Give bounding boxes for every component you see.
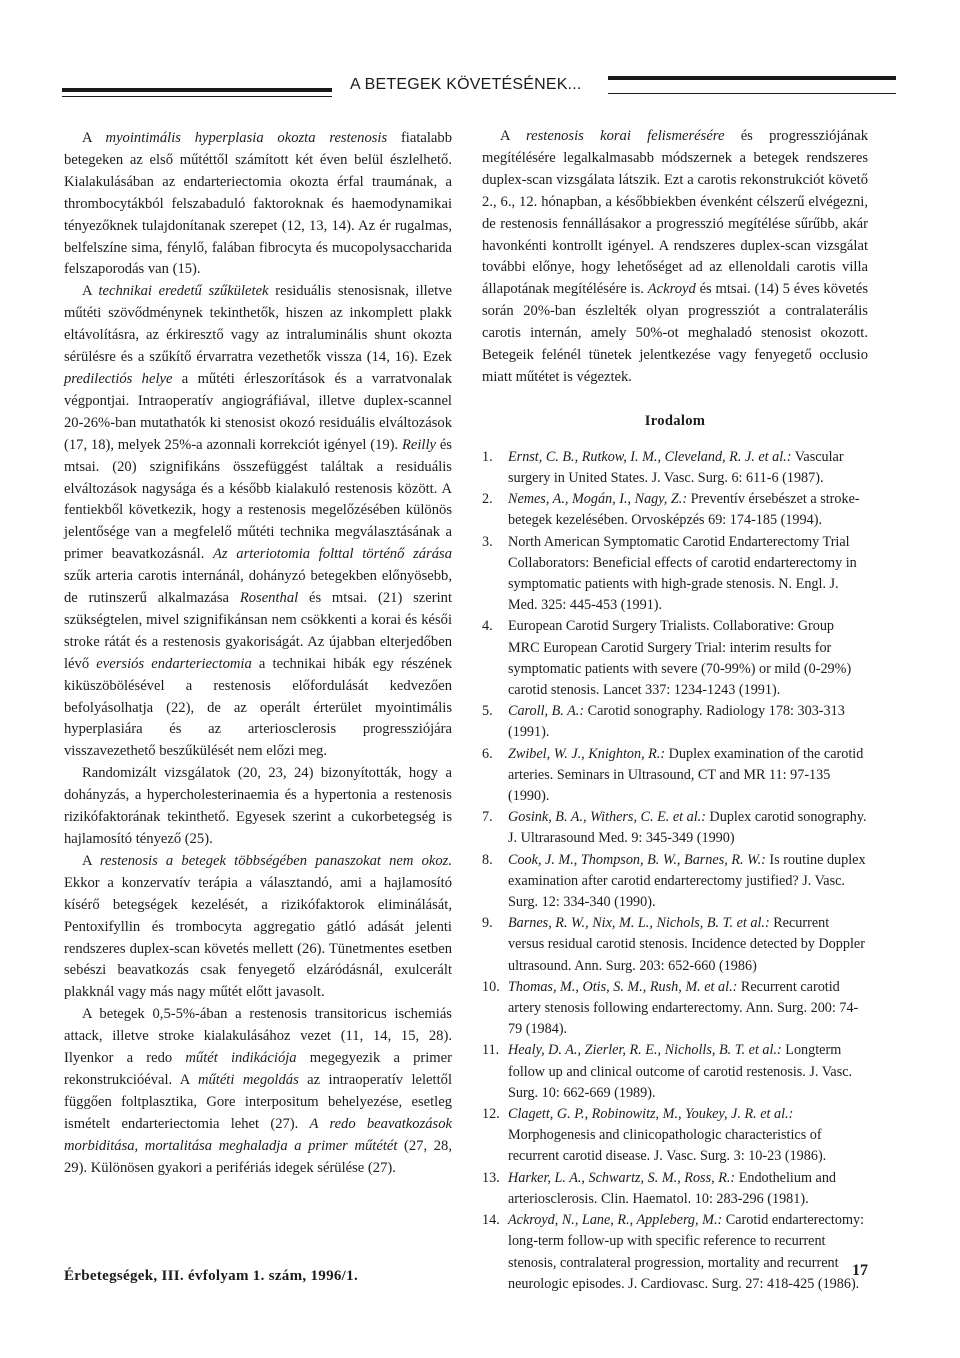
text-run: A — [500, 128, 526, 144]
italic-run: Cook, J. M., Thompson, B. W., Barnes, R. W.: — [508, 851, 766, 868]
italic-run: Zwibel, W. J., Knighton, R.: — [508, 745, 666, 762]
paragraph — [64, 128, 452, 281]
italic-run: műtéti megoldás — [197, 1071, 299, 1088]
reference-item — [482, 701, 868, 743]
reference-item — [482, 489, 868, 531]
text-run: Carotid endarterectomy: long-term follow-up with specific reference to recurrent stenosis, contralateral progression, mortality and recurrent neurologic episodes. J. Cardiovasc. Surg. 27: 418-425 (1986). — [508, 1212, 865, 1292]
reference-text — [508, 447, 868, 489]
italic-run: Thomas, M., Otis, S. M., Rush, M. et al.: — [508, 978, 738, 995]
text-run: Recurrent carotid artery stenosis following endarterectomy. Ann. Surg. 200: 74-79 (1984). — [508, 978, 859, 1038]
italic-run: restenosis a betegek többségében panaszokat nem okoz. — [99, 852, 452, 869]
text-run: a technikai hibák egy részének kiküszöbölésével a restenosis előfordulását kedvezően befolyásolhatja (22), de az operált érterület myointimális hyperplasiára és az arteriosclerosis progressziójára visszavezethető beszűkülését nem előzi meg. — [64, 655, 452, 760]
italic-run: Healy, D. A., Zierler, R. E., Nicholls, B. T. et al.: — [508, 1042, 782, 1059]
reference-number: 13. — [482, 1169, 500, 1186]
reference-number: 4. — [482, 618, 493, 635]
italic-run: Caroll, B. A.: — [508, 703, 585, 720]
italic-run: Rosenthal — [239, 590, 299, 607]
text-run: A — [82, 283, 99, 300]
text-run: fiatalabb betegeken az első műtéttől számított két éven belül észlelhető. Kialakulásában az endarteriectomia okozta érfal traumának, a thrombocytákból felszabaduló faktoroknak és haemodynamikai tényezőknek tulajdonítanak szerepet (12, 13, 14). Az ér rugalmas, belfelszíne sima, fénylő, falában fibrocyta és mucopolysaccharida felszaporodás van (15). — [64, 130, 452, 278]
text-run: (27, 28, 29). Különösen gyakori a perifériás idegek sérülése (27). — [64, 1137, 452, 1176]
italic-run: eversiós endarteriectomia — [96, 655, 252, 672]
text-run: Randomizált vizsgálatok (20, 23, 24) bizonyították, hogy a dohányzás, a hypercholesterinaemia és a hypertonia a restenosis rizikófaktorának tekinthető. Egyesek szerint a cukorbetegség is hajlamosító tényező (25). — [64, 765, 452, 847]
text-run: Carotid sonography. Radiology 178: 303-313 (1991). — [508, 703, 845, 741]
reference-item — [482, 532, 868, 617]
italic-run: műtét indikációja — [185, 1050, 297, 1067]
paragraph — [64, 851, 452, 1004]
italic-run: Ackroyd, N., Lane, R., Appleberg, M.: — [508, 1212, 723, 1229]
text-run: és mtsai. (20) szignifikáns összefüggést találtak a residuális elváltozások nagysága és a később kialakuló restenosis között. A fentiekből következik, hogy a restenosis megelőzésében különös jelentősége van a megfelelő műtéti technika megválasztásának a primer beavatkozásnál. — [64, 436, 452, 563]
right-column — [482, 126, 868, 1295]
reference-number: 5. — [482, 703, 493, 720]
text-run: Ekkor a konzervatív terápia a választandó, ami a hajlamosító kísérő betegségek kezelését, a rizikófaktorok eliminálását, Pentoxifyllin és trombocyta aggregatio gátló adását jelenti rendszeres duplex-scan követés mellett (26). Tünetmentes esetben sebészi beavatkozás csak fenyegető elzáródásnál, exulcerált plakknál vagy más nagy műtét előtt javasolt. — [64, 874, 452, 1001]
reference-item — [482, 1210, 868, 1295]
reference-number: 2. — [482, 491, 493, 508]
italic-run: Barnes, R. W., Nix, M. L., Nichols, B. T. et al.: — [508, 915, 770, 932]
reference-item — [482, 807, 868, 849]
text-run: és mtsai. (21) szerint szükségtelen, mivel szignifikánsan nem csökkenti a korai és késői stroke rátát és a restenosis gyakoriságát. Az újabban elterjedőben lévő — [64, 590, 452, 672]
text-run: szűk arteria carotis internánál, dohányzó betegekben előnyösebb, de rutinszerű alkalmazása — [64, 568, 452, 607]
reference-text — [508, 913, 868, 977]
italic-run: Clagett, G. P., Robinowitz, M., Youkey, J. R. et al.: — [508, 1106, 794, 1123]
paragraph — [64, 1004, 452, 1179]
left-column — [64, 128, 452, 1180]
italic-run: technikai eredetű szűkületek — [98, 283, 269, 300]
reference-item — [482, 1040, 868, 1104]
paragraph — [64, 763, 452, 851]
reference-text — [508, 616, 868, 701]
reference-item — [482, 1168, 868, 1210]
italic-run: Ackroyd — [647, 281, 696, 298]
reference-number: 14. — [482, 1212, 500, 1229]
text-run: North American Symptomatic Carotid Endarterectomy Trial Collaborators: Beneficial effects of carotid endarterectomy in symptomatic patients with high-grade stenosis. N. Engl. J. Med. 325: 445-453 (1991). — [508, 533, 857, 614]
text-run: Preventív érsebészet a stroke-betegek kezelésében. Orvosképzés 69: 174-185 (1994). — [508, 491, 860, 529]
text-run: Is routine duplex examination after carotid endarterectomy justified? J. Vasc. Surg. 12: 334-340 (1990). — [508, 851, 866, 911]
reference-number: 1. — [482, 448, 493, 465]
reference-item — [482, 1104, 868, 1168]
italic-run: Ernst, C. B., Rutkow, I. M., Cleveland, R. J. et al.: — [508, 448, 792, 465]
text-run: Duplex examination of the carotid arteries. Seminars in Ultrasound, CT and MR 11: 97-135 (1990). — [508, 745, 864, 805]
reference-item — [482, 616, 868, 701]
italic-run: Harker, L. A., Schwartz, S. M., Ross, R.: — [508, 1169, 736, 1186]
text-run: Endothelium and arteriosclerosis. Clin. Haematol. 10: 283-296 (1981). — [508, 1169, 837, 1207]
text-run: és mtsai. (14) 5 éves követés során 20%-ban észlelték olyan progressziót a contralaterális carotis internán, amely 50%-ot meghaladó stenosist okozott. Betegeik felénél tünetek jelentkezése vagy fenyegető occlusio miatt műtétet is végeztek. — [482, 281, 869, 385]
reference-item — [482, 744, 868, 808]
text-run: A betegek 0,5-5%-ában a restenosis transitoricus ischemiás attack, illetve stroke kialakulásához vezet (11, 14, 15, 28). Ilyenkor a redo — [64, 1006, 452, 1067]
text-run: A — [82, 852, 100, 869]
reference-text — [508, 850, 868, 914]
reference-text — [508, 1210, 868, 1295]
italic-run: restenosis korai felismerésére — [526, 128, 725, 144]
italic-run: predilectiós helye — [64, 370, 173, 387]
text-run: Vascular surgery in United States. J. Vasc. Surg. 6: 611-6 (1987). — [508, 448, 844, 486]
italic-run: myointimális hyperplasia okozta restenosis — [105, 130, 388, 146]
reference-item — [482, 977, 868, 1041]
text-run: és progressziójának megítélésére legalkalmasabb módszernek a betegek rendszeres duplex-scan vizsgálata látszik. Ezt a carotis rekonstrukciót követő 2., 6., 12. hónapban, a későbbiekben évenként célszerű elvégezni, de restenosis fennállásakor a progresszió megítélése sűrűbb, akár havonkénti kontrollt igényel. A rendszeres duplex-scan vizsgálat további előnye, hogy lehetőséget ad az ellenoldali carotis villa állapotának megítélésére is. — [482, 128, 868, 298]
italic-run: Nemes, A., Mogán, I., Nagy, Z.: — [508, 491, 688, 508]
references-list — [482, 447, 868, 1295]
reference-number: 6. — [482, 745, 493, 762]
header-rule-right — [608, 76, 896, 80]
reference-number: 12. — [482, 1106, 500, 1123]
reference-text — [508, 1040, 868, 1104]
page-number: 17 — [852, 1262, 868, 1279]
reference-text — [508, 701, 868, 743]
reference-number: 7. — [482, 809, 493, 826]
reference-number: 11. — [482, 1042, 500, 1059]
footer-journal: Érbetegségek, III. évfolyam 1. szám, 1996/1. — [64, 1268, 358, 1284]
reference-item — [482, 913, 868, 977]
reference-text — [508, 977, 868, 1041]
reference-text — [508, 744, 868, 808]
paragraph — [482, 126, 868, 389]
italic-run: Az arteriotomia folttal történő zárása — [213, 546, 452, 563]
reference-number: 8. — [482, 851, 493, 868]
text-run: a műtéti érleszorítások és a varratvonalak végpontjai. Intraoperatív angiográfiával, illetve duplex-scannel 20-26%-ban mutathatók ki stenosist okozó residuális elváltozások (17, 18), melyek 25%-a azonnali korrekciót igényel (19). — [64, 370, 453, 453]
text-run: az intraoperatív lelettől függően foltplasztika, Gore interpositum behelyezése, esetleg ismételt endarteriectomia lehet (27). — [64, 1071, 452, 1132]
text-run: European Carotid Surgery Trialists. Collaborative: Group MRC European Carotid Surgery Trial: interim results for symptomatic patients with severe (70-99%) or mild (0-29%) carotid stenosis. Lancet 337: 1234-1243 (1991). — [508, 618, 852, 699]
italic-run: A redo beavatkozások morbiditása, mortalitása meghaladja a primer műtétét — [64, 1115, 452, 1154]
reference-item — [482, 447, 868, 489]
header-rule-left — [62, 88, 332, 92]
paragraph — [64, 281, 452, 763]
text-run: Longterm follow up and clinical outcome of carotid restenosis. J. Vasc. Surg. 10: 662-669 (1989). — [508, 1042, 853, 1101]
reference-number: 10. — [482, 978, 500, 995]
text-run: Duplex carotid sonography. J. Ultrarasound Med. 9: 345-349 (1990) — [508, 809, 867, 847]
reference-number: 3. — [482, 533, 493, 550]
text-run: residuális stenosisnak, illetve műtéti szövődménynek tekinthetők, hiszen az inkomplett plakk eltávolításra, az érkiresztő vagy az intraluminális shunt okozta sérülésre és a szűkítő érvarratra vezethetők vissza (14, 16). Ezek — [64, 283, 452, 366]
reference-number: 9. — [482, 915, 493, 932]
reference-item — [482, 850, 868, 914]
reference-text — [508, 489, 868, 531]
reference-text — [508, 1104, 868, 1168]
reference-text — [508, 532, 868, 617]
text-run: Morphogenesis and clinicopathologic characteristics of recurrent carotid disease. J. Vasc. Surg. 3: 10-23 (1986). — [508, 1127, 827, 1165]
references-heading: Irodalom — [644, 412, 706, 429]
reference-text — [508, 807, 868, 849]
italic-run: Reilly — [401, 436, 437, 453]
reference-text — [508, 1168, 868, 1210]
text-run: A — [82, 130, 106, 146]
text-run: Recurrent versus residual carotid stenosis. Incidence detected by Doppler ultrasound. Ann. Surg. 203: 652-660 (1986) — [508, 915, 865, 974]
running-head: A BETEGEK KÖVETÉSÉNEK... — [350, 76, 582, 93]
text-run: megegyezik a primer rekonstrukcióéval. A — [64, 1050, 452, 1088]
italic-run: Gosink, B. A., Withers, C. E. et al.: — [508, 809, 706, 826]
